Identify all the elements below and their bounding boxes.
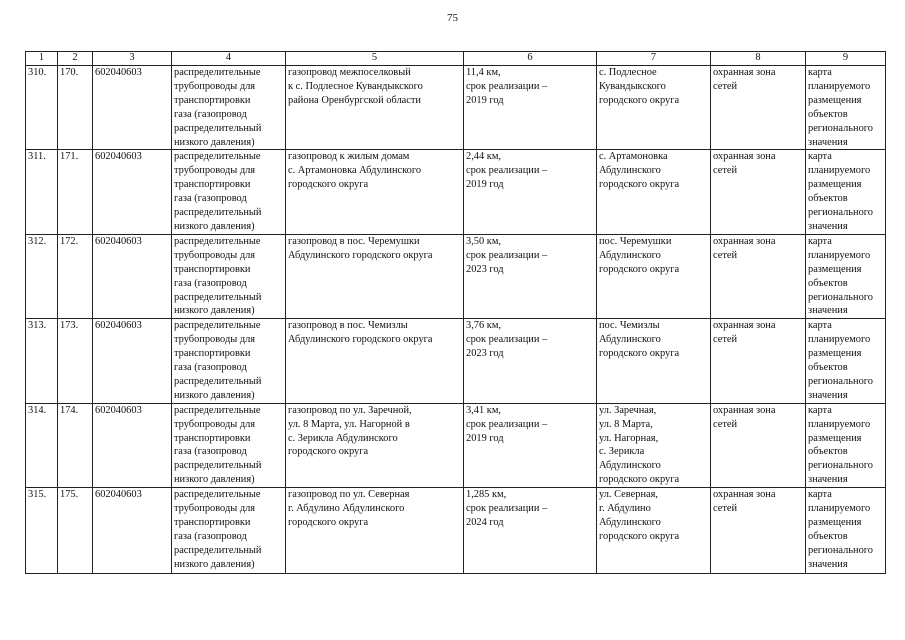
zone-cell: охранная зона сетей (711, 319, 806, 403)
column-header: 2 (58, 52, 93, 66)
characteristics-cell: 3,76 км, срок реализации – 2023 год (464, 319, 597, 403)
table-row (26, 150, 886, 234)
row-number-cell: 313. (26, 319, 58, 403)
location-cell: пос. Черемушки Абдулинского городского округа (597, 234, 711, 318)
location-cell: с. Подлесное Кувандыкского городского округа (597, 66, 711, 150)
zone-cell: охранная зона сетей (711, 150, 806, 234)
sub-number-cell: 171. (58, 150, 93, 234)
object-type-cell: распределительные трубопроводы для транспортировки газа (газопровод распределительный низкого давления) (172, 150, 286, 234)
object-name-cell: газопровод к жилым домам с. Артамоновка Абдулинского городского округа (286, 150, 464, 234)
code-cell: 602040603 (93, 234, 172, 318)
column-header: 3 (93, 52, 172, 66)
object-type-cell: распределительные трубопроводы для транспортировки газа (газопровод распределительный низкого давления) (172, 488, 286, 574)
table-row (26, 66, 886, 150)
column-header: 1 (26, 52, 58, 66)
object-type-cell: распределительные трубопроводы для транспортировки газа (газопровод распределительный низкого давления) (172, 234, 286, 318)
code-cell: 602040603 (93, 403, 172, 487)
row-number-cell: 311. (26, 150, 58, 234)
object-name-cell: газопровод в пос. Чемизлы Абдулинского городского округа (286, 319, 464, 403)
column-header: 5 (286, 52, 464, 66)
object-name-cell: газопровод в пос. Черемушки Абдулинского городского округа (286, 234, 464, 318)
object-name-cell: газопровод межпоселковый к с. Подлесное Кувандыкского района Оренбургской области (286, 66, 464, 150)
map-cell: карта планируемого размещения объектов регионального значения (806, 488, 886, 574)
row-number-cell: 312. (26, 234, 58, 318)
map-cell: карта планируемого размещения объектов регионального значения (806, 319, 886, 403)
object-name-cell: газопровод по ул. Северная г. Абдулино Абдулинского городского округа (286, 488, 464, 574)
characteristics-cell: 2,44 км, срок реализации – 2019 год (464, 150, 597, 234)
column-header: 4 (172, 52, 286, 66)
sub-number-cell: 175. (58, 488, 93, 574)
row-number-cell: 314. (26, 403, 58, 487)
column-header: 8 (711, 52, 806, 66)
object-type-cell: распределительные трубопроводы для транспортировки газа (газопровод распределительный низкого давления) (172, 403, 286, 487)
code-cell: 602040603 (93, 488, 172, 574)
page-number: 75 (447, 12, 458, 24)
map-cell: карта планируемого размещения объектов регионального значения (806, 234, 886, 318)
map-cell: карта планируемого размещения объектов регионального значения (806, 66, 886, 150)
code-cell: 602040603 (93, 319, 172, 403)
sub-number-cell: 172. (58, 234, 93, 318)
table-row (26, 488, 886, 574)
location-cell: пос. Чемизлы Абдулинского городского округа (597, 319, 711, 403)
column-header: 7 (597, 52, 711, 66)
zone-cell: охранная зона сетей (711, 234, 806, 318)
zone-cell: охранная зона сетей (711, 66, 806, 150)
object-type-cell: распределительные трубопроводы для транспортировки газа (газопровод распределительный низкого давления) (172, 66, 286, 150)
characteristics-cell: 3,41 км, срок реализации – 2019 год (464, 403, 597, 487)
sub-number-cell: 173. (58, 319, 93, 403)
table-row (26, 319, 886, 403)
characteristics-cell: 1,285 км, срок реализации – 2024 год (464, 488, 597, 574)
object-name-cell: газопровод по ул. Заречной, ул. 8 Марта, ул. Нагорной в с. Зерикла Абдулинского городского округа (286, 403, 464, 487)
map-cell: карта планируемого размещения объектов регионального значения (806, 150, 886, 234)
map-cell: карта планируемого размещения объектов регионального значения (806, 403, 886, 487)
table-header-row (26, 52, 886, 66)
code-cell: 602040603 (93, 66, 172, 150)
row-number-cell: 310. (26, 66, 58, 150)
location-cell: с. Артамоновка Абдулинского городского округа (597, 150, 711, 234)
column-header: 6 (464, 52, 597, 66)
sub-number-cell: 174. (58, 403, 93, 487)
table-row (26, 234, 886, 318)
sub-number-cell: 170. (58, 66, 93, 150)
characteristics-cell: 11,4 км, срок реализации – 2019 год (464, 66, 597, 150)
code-cell: 602040603 (93, 150, 172, 234)
objects-table (25, 51, 886, 574)
row-number-cell: 315. (26, 488, 58, 574)
column-header: 9 (806, 52, 886, 66)
location-cell: ул. Заречная, ул. 8 Марта, ул. Нагорная, с. Зерикла Абдулинского городского округа (597, 403, 711, 487)
table-row (26, 403, 886, 487)
object-type-cell: распределительные трубопроводы для транспортировки газа (газопровод распределительный низкого давления) (172, 319, 286, 403)
location-cell: ул. Северная, г. Абдулино Абдулинского городского округа (597, 488, 711, 574)
zone-cell: охранная зона сетей (711, 488, 806, 574)
zone-cell: охранная зона сетей (711, 403, 806, 487)
characteristics-cell: 3,50 км, срок реализации – 2023 год (464, 234, 597, 318)
